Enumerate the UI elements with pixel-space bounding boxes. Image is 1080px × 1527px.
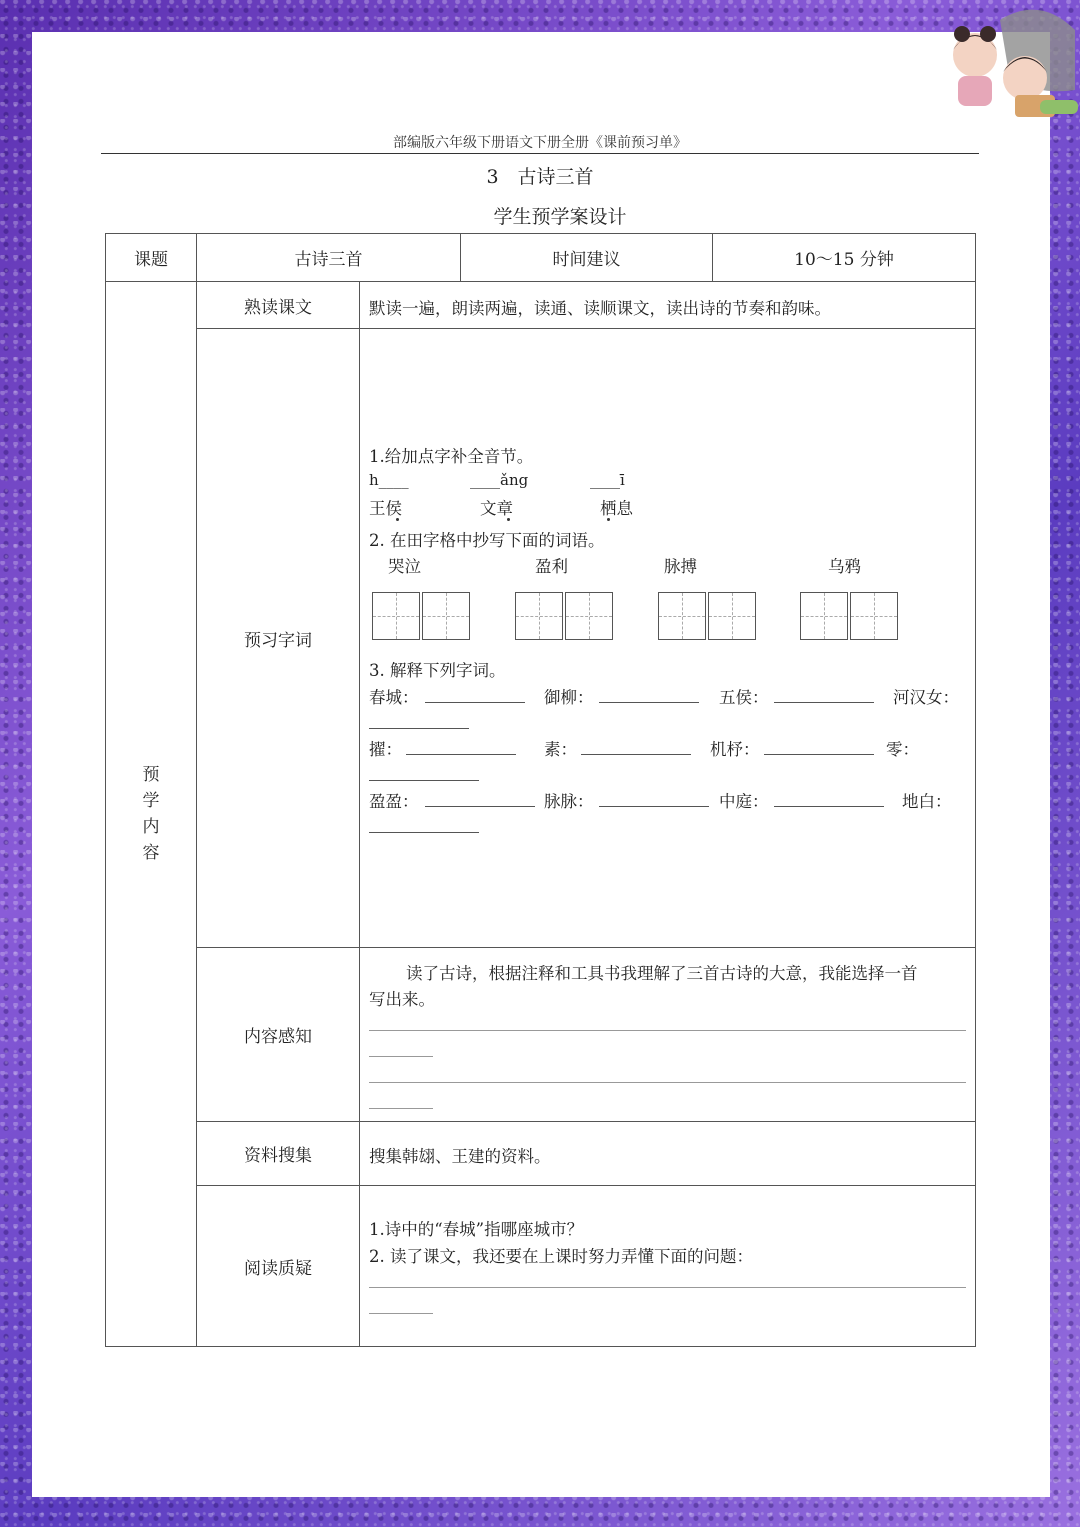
copy-word-3: 脉搏 <box>664 557 697 576</box>
tian-grid-box[interactable] <box>565 592 613 640</box>
emphasis-dot <box>396 518 399 521</box>
topic-label: 课题 <box>134 250 168 270</box>
tian-grid-box[interactable] <box>515 592 563 640</box>
tian-grid-box[interactable] <box>708 592 756 640</box>
term-wuhou: 五侯： <box>719 688 769 707</box>
time-value: 10～15 分钟 <box>794 250 894 270</box>
question-2: 2. 读了课文，我还要在上课时努力弄懂下面的问题： <box>369 1247 753 1266</box>
kids-reading-illustration <box>940 0 1080 130</box>
tian-grid-box[interactable] <box>422 592 470 640</box>
writing-line[interactable] <box>369 1056 433 1057</box>
answer-blank[interactable] <box>425 806 535 807</box>
term-chuncheng: 春城： <box>369 688 419 707</box>
emphasis-dot <box>607 518 610 521</box>
header-rule <box>101 153 979 154</box>
q3-text: 3. 解释下列字词。 <box>369 661 506 680</box>
series-header: 部编版六年级下册语文下册全册《课前预习单》 <box>393 135 687 151</box>
content-text-line2: 写出来。 <box>369 990 435 1009</box>
lesson-title: 3 古诗三首 <box>486 166 594 188</box>
content-text-line1: 读了古诗，根据注释和工具书我理解了三首古诗的大意，我能选择一首 <box>406 964 918 983</box>
answer-blank[interactable] <box>599 702 699 703</box>
writing-line[interactable] <box>369 1313 433 1314</box>
answer-blank[interactable] <box>599 806 709 807</box>
writing-line[interactable] <box>369 1030 966 1031</box>
material-label: 资料搜集 <box>244 1146 312 1166</box>
tian-grid-box[interactable] <box>850 592 898 640</box>
tian-grid-box[interactable] <box>372 592 420 640</box>
char-qixi: 栖息 <box>600 499 633 518</box>
tian-grid-box[interactable] <box>800 592 848 640</box>
term-zhongting: 中庭： <box>719 792 769 811</box>
time-label: 时间建议 <box>552 250 621 270</box>
term-ling: 零： <box>886 740 919 759</box>
answer-blank[interactable] <box>406 754 516 755</box>
term-jizhu: 机杼： <box>710 740 760 759</box>
writing-line[interactable] <box>369 1108 433 1109</box>
term-yingying: 盈盈： <box>369 792 419 811</box>
term-zhuo: 擢： <box>369 740 402 759</box>
term-momo: 脉脉： <box>544 792 594 811</box>
answer-blank[interactable] <box>369 728 469 729</box>
questions-label: 阅读质疑 <box>244 1258 312 1279</box>
copy-word-1: 哭泣 <box>388 557 421 576</box>
pinyin-blank-3[interactable]: ____ī <box>590 471 625 489</box>
read-label: 熟读课文 <box>244 297 312 318</box>
char-wanghou: 王侯 <box>369 499 402 518</box>
q2-text: 2. 在田字格中抄写下面的词语。 <box>369 531 605 550</box>
answer-blank[interactable] <box>369 832 479 833</box>
read-content: 默读一遍，朗读两遍，读通、读顺课文，读出诗的节奏和韵味。 <box>369 299 831 318</box>
content-label: 内容感知 <box>244 1027 312 1047</box>
topic-value: 古诗三首 <box>294 250 363 270</box>
copy-word-2: 盈利 <box>535 557 568 576</box>
tian-grid-box[interactable] <box>658 592 706 640</box>
answer-blank[interactable] <box>774 806 884 807</box>
subtitle: 学生预学案设计 <box>493 206 627 228</box>
answer-blank[interactable] <box>581 754 691 755</box>
q1-text: 1.给加点字补全音节。 <box>369 447 534 466</box>
pinyin-blank-1[interactable]: h____ <box>369 471 409 489</box>
pinyin-blank-2[interactable]: ____ǎng <box>470 471 529 489</box>
answer-blank[interactable] <box>774 702 874 703</box>
term-dibai: 地白： <box>902 792 952 811</box>
material-text: 搜集韩翃、王建的资料。 <box>369 1147 551 1166</box>
copy-word-4: 乌鸦 <box>828 557 861 576</box>
answer-blank[interactable] <box>764 754 874 755</box>
emphasis-dot <box>507 518 510 521</box>
words-label: 预习字词 <box>244 630 312 651</box>
answer-blank[interactable] <box>425 702 525 703</box>
answer-blank[interactable] <box>369 780 479 781</box>
term-su: 素： <box>544 740 577 759</box>
writing-line[interactable] <box>369 1082 966 1083</box>
char-wenzhang: 文章 <box>480 499 513 518</box>
term-yuliu: 御柳： <box>544 688 594 707</box>
question-1: 1.诗中的“春城”指哪座城市？ <box>369 1220 584 1239</box>
section-label: 预 学 内 容 <box>142 765 160 863</box>
term-hehannv: 河汉女： <box>893 688 959 707</box>
writing-line[interactable] <box>369 1287 966 1288</box>
